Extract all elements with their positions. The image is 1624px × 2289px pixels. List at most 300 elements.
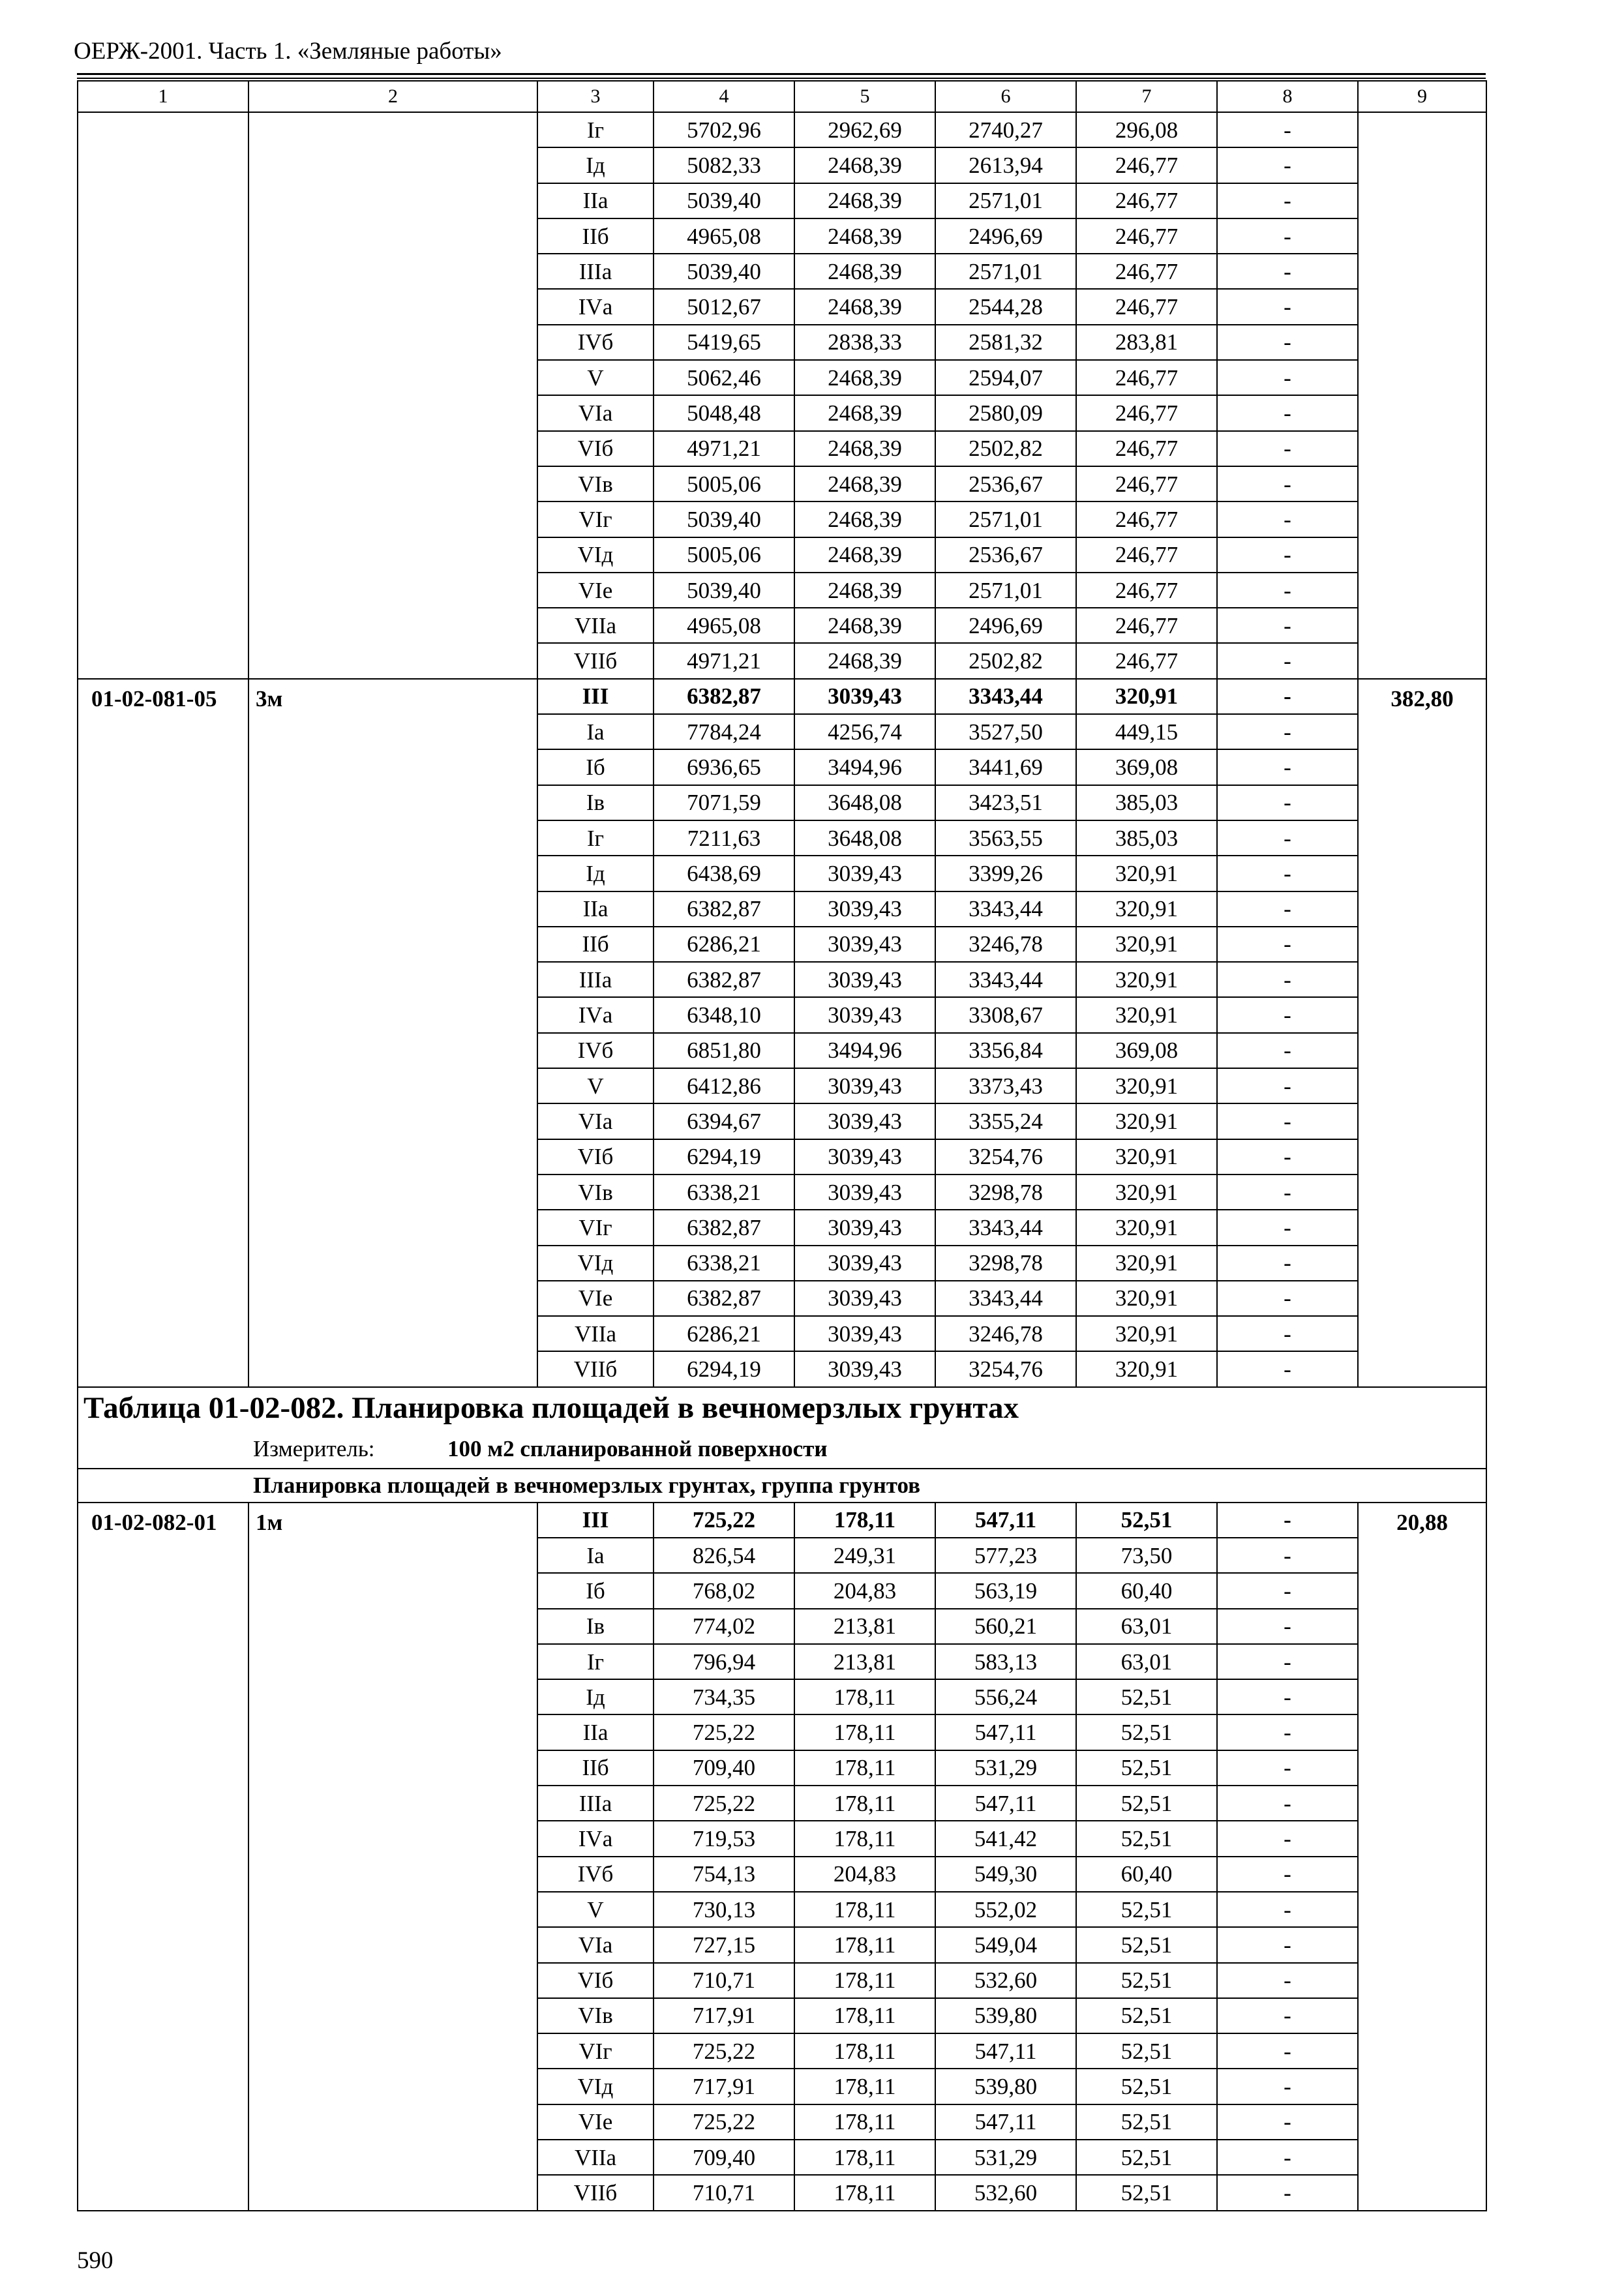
rates-table [77,80,1487,2211]
labor-cost-cell: 2838,33 [794,325,935,360]
operator-wage-cell: 52,51 [1076,1786,1217,1821]
soil-group-cell: Iв [537,785,654,820]
labor-cost-cell: 3039,43 [794,1210,935,1245]
total-cost-cell: 5005,06 [654,537,794,573]
measure-value: 100 м2 спланированной поверхности [447,1435,828,1461]
operator-wage-cell: 52,51 [1076,1998,1217,2033]
labor-cost-cell: 178,11 [794,2104,935,2140]
soil-group-cell: VIIа [537,2140,654,2175]
operator-wage-cell: 246,77 [1076,254,1217,289]
machine-cost-cell: 563,19 [935,1573,1076,1608]
header-rule [77,73,1486,75]
material-cost-cell: - [1217,1963,1358,1998]
soil-group-cell: IIа [537,1714,654,1750]
material-cost-cell: - [1217,1068,1358,1103]
operator-wage-cell: 52,51 [1076,1892,1217,1927]
total-cost-cell: 6338,21 [654,1174,794,1210]
labor-cost-cell: 2468,39 [794,254,935,289]
labor-cost-cell: 178,11 [794,1786,935,1821]
labor-cost-cell: 3039,43 [794,1103,935,1139]
soil-group-cell: VIг [537,501,654,537]
operator-wage-cell: 320,91 [1076,997,1217,1032]
machine-cost-cell: 531,29 [935,1750,1076,1786]
machine-cost-cell: 2536,67 [935,466,1076,501]
page-number: 590 [77,2247,113,2274]
column-number: 7 [1076,81,1217,112]
material-cost-cell: - [1217,643,1358,678]
soil-group-cell: VIг [537,2033,654,2069]
rate-code: 01-02-082-01 [78,1503,248,2211]
labor-cost-cell: 2468,39 [794,573,935,608]
soil-group-cell: VIб [537,431,654,466]
material-cost-cell: - [1217,147,1358,183]
soil-group-cell: VIе [537,573,654,608]
machine-cost-cell: 3254,76 [935,1139,1076,1174]
labor-cost-cell: 178,11 [794,1892,935,1927]
column-number: 4 [654,81,794,112]
operator-wage-cell: 52,51 [1076,1927,1217,1962]
subheading: Планировка площадей в вечномерзлых грунтах, группа грунтов [78,1469,1486,1503]
operator-wage-cell: 73,50 [1076,1538,1217,1573]
labor-cost-cell: 204,83 [794,1573,935,1608]
material-cost-cell: - [1217,1351,1358,1386]
material-cost-cell: - [1217,679,1358,714]
soil-group-cell: Iг [537,820,654,856]
operator-wage-cell: 320,91 [1076,962,1217,997]
total-cost-cell: 6394,67 [654,1103,794,1139]
soil-group-cell: IIIа [537,1786,654,1821]
material-cost-cell: - [1217,1609,1358,1644]
labor-cost-cell: 178,11 [794,1927,935,1962]
operator-wage-cell: 52,51 [1076,2069,1217,2104]
material-cost-cell: - [1217,2175,1358,2210]
labor-cost-cell: 2468,39 [794,501,935,537]
material-cost-cell: - [1217,2104,1358,2140]
labor-cost-cell: 3039,43 [794,1281,935,1316]
total-cost-cell: 6851,80 [654,1033,794,1068]
machine-cost-cell: 2581,32 [935,325,1076,360]
material-cost-cell: - [1217,997,1358,1032]
table-row [78,679,1486,714]
machine-cost-cell: 3298,78 [935,1174,1076,1210]
operator-wage-cell: 246,77 [1076,466,1217,501]
operator-wage-cell: 369,08 [1076,1033,1217,1068]
measure-label: Измеритель: [253,1435,375,1461]
labor-hours [1358,112,1486,679]
soil-group-cell: Iг [537,1644,654,1679]
machine-cost-cell: 3254,76 [935,1351,1076,1386]
operator-wage-cell: 246,77 [1076,218,1217,254]
labor-cost-cell: 3494,96 [794,749,935,785]
material-cost-cell: - [1217,2069,1358,2104]
total-cost-cell: 5012,67 [654,289,794,324]
machine-cost-cell: 2740,27 [935,112,1076,147]
column-number: 2 [248,81,537,112]
column-number: 3 [537,81,654,112]
operator-wage-cell: 320,91 [1076,891,1217,927]
total-cost-cell: 6338,21 [654,1246,794,1281]
total-cost-cell: 826,54 [654,1538,794,1573]
soil-group-cell: Iб [537,749,654,785]
material-cost-cell: - [1217,1033,1358,1068]
soil-group-cell: VIIа [537,1316,654,1351]
material-cost-cell: - [1217,431,1358,466]
soil-group-cell: IVб [537,1033,654,1068]
material-cost-cell: - [1217,1927,1358,1962]
material-cost-cell: - [1217,1786,1358,1821]
total-cost-cell: 774,02 [654,1609,794,1644]
soil-group-cell: IIб [537,1750,654,1786]
material-cost-cell: - [1217,608,1358,643]
total-cost-cell: 5039,40 [654,573,794,608]
column-number: 5 [794,81,935,112]
total-cost-cell: 710,71 [654,2175,794,2210]
soil-group-cell: IVб [537,1857,654,1892]
machine-cost-cell: 2544,28 [935,289,1076,324]
machine-cost-cell: 3343,44 [935,962,1076,997]
operator-wage-cell: 246,77 [1076,289,1217,324]
machine-cost-cell: 583,13 [935,1644,1076,1679]
machine-cost-cell: 531,29 [935,2140,1076,2175]
total-cost-cell: 717,91 [654,2069,794,2104]
operator-wage-cell: 246,77 [1076,537,1217,573]
soil-group-cell: VIд [537,537,654,573]
labor-cost-cell: 178,11 [794,1963,935,1998]
total-cost-cell: 6382,87 [654,1281,794,1316]
labor-cost-cell: 3039,43 [794,1139,935,1174]
material-cost-cell: - [1217,1998,1358,2033]
soil-group-cell: IIIа [537,962,654,997]
material-cost-cell: - [1217,1103,1358,1139]
total-cost-cell: 5082,33 [654,147,794,183]
material-cost-cell: - [1217,183,1358,218]
operator-wage-cell: 320,91 [1076,1174,1217,1210]
page-header: ОЕРЖ-2001. Часть 1. «Земляные работы» [74,38,502,65]
soil-group-cell: VIд [537,2069,654,2104]
total-cost-cell: 709,40 [654,2140,794,2175]
work-name: 1м [248,1503,537,2211]
machine-cost-cell: 2594,07 [935,360,1076,395]
total-cost-cell: 6382,87 [654,679,794,714]
operator-wage-cell: 320,91 [1076,1139,1217,1174]
column-number: 1 [78,81,248,112]
machine-cost-cell: 547,11 [935,1503,1076,1538]
rate-code [78,112,248,679]
operator-wage-cell: 63,01 [1076,1644,1217,1679]
labor-cost-cell: 3039,43 [794,891,935,927]
total-cost-cell: 5048,48 [654,395,794,430]
total-cost-cell: 5005,06 [654,466,794,501]
total-cost-cell: 768,02 [654,1573,794,1608]
machine-cost-cell: 3563,55 [935,820,1076,856]
material-cost-cell: - [1217,1139,1358,1174]
total-cost-cell: 725,22 [654,1786,794,1821]
total-cost-cell: 6438,69 [654,856,794,891]
labor-cost-cell: 2468,39 [794,608,935,643]
labor-cost-cell: 213,81 [794,1644,935,1679]
operator-wage-cell: 246,77 [1076,501,1217,537]
labor-cost-cell: 3039,43 [794,1068,935,1103]
material-cost-cell: - [1217,466,1358,501]
labor-cost-cell: 2468,39 [794,537,935,573]
labor-cost-cell: 178,11 [794,1821,935,1856]
total-cost-cell: 725,22 [654,2104,794,2140]
machine-cost-cell: 549,30 [935,1857,1076,1892]
table-row [78,112,1486,147]
total-cost-cell: 6348,10 [654,997,794,1032]
machine-cost-cell: 2613,94 [935,147,1076,183]
machine-cost-cell: 552,02 [935,1892,1076,1927]
material-cost-cell: - [1217,501,1358,537]
material-cost-cell: - [1217,820,1358,856]
machine-cost-cell: 3441,69 [935,749,1076,785]
labor-cost-cell: 2962,69 [794,112,935,147]
total-cost-cell: 7211,63 [654,820,794,856]
soil-group-cell: Iа [537,714,654,749]
operator-wage-cell: 60,40 [1076,1573,1217,1608]
operator-wage-cell: 52,51 [1076,2175,1217,2210]
labor-cost-cell: 3039,43 [794,1351,935,1386]
soil-group-cell: VIе [537,2104,654,2140]
machine-cost-cell: 539,80 [935,2069,1076,2104]
operator-wage-cell: 296,08 [1076,112,1217,147]
operator-wage-cell: 320,91 [1076,856,1217,891]
total-cost-cell: 6936,65 [654,749,794,785]
machine-cost-cell: 3298,78 [935,1246,1076,1281]
soil-group-cell: VIв [537,1174,654,1210]
operator-wage-cell: 369,08 [1076,749,1217,785]
machine-cost-cell: 2571,01 [935,183,1076,218]
column-number-row [78,81,1486,112]
material-cost-cell: - [1217,1821,1358,1856]
labor-cost-cell: 3039,43 [794,679,935,714]
total-cost-cell: 4971,21 [654,431,794,466]
machine-cost-cell: 3343,44 [935,891,1076,927]
material-cost-cell: - [1217,1246,1358,1281]
operator-wage-cell: 283,81 [1076,325,1217,360]
material-cost-cell: - [1217,1316,1358,1351]
operator-wage-cell: 320,91 [1076,1068,1217,1103]
material-cost-cell: - [1217,289,1358,324]
machine-cost-cell: 547,11 [935,2033,1076,2069]
total-cost-cell: 6412,86 [654,1068,794,1103]
total-cost-cell: 725,22 [654,1714,794,1750]
total-cost-cell: 6382,87 [654,891,794,927]
machine-cost-cell: 547,11 [935,2104,1076,2140]
material-cost-cell: - [1217,395,1358,430]
operator-wage-cell: 52,51 [1076,1679,1217,1714]
material-cost-cell: - [1217,1503,1358,1538]
operator-wage-cell: 60,40 [1076,1857,1217,1892]
machine-cost-cell: 3343,44 [935,679,1076,714]
labor-cost-cell: 204,83 [794,1857,935,1892]
total-cost-cell: 6286,21 [654,1316,794,1351]
labor-cost-cell: 2468,39 [794,431,935,466]
soil-group-cell: VIIб [537,643,654,678]
labor-cost-cell: 2468,39 [794,360,935,395]
total-cost-cell: 710,71 [654,1963,794,1998]
operator-wage-cell: 246,77 [1076,183,1217,218]
operator-wage-cell: 63,01 [1076,1609,1217,1644]
operator-wage-cell: 320,91 [1076,1351,1217,1386]
machine-cost-cell: 532,60 [935,2175,1076,2210]
material-cost-cell: - [1217,891,1358,927]
total-cost-cell: 4971,21 [654,643,794,678]
machine-cost-cell: 539,80 [935,1998,1076,2033]
labor-cost-cell: 3039,43 [794,997,935,1032]
labor-cost-cell: 249,31 [794,1538,935,1573]
soil-group-cell: Iа [537,1538,654,1573]
material-cost-cell: - [1217,927,1358,962]
machine-cost-cell: 547,11 [935,1786,1076,1821]
total-cost-cell: 6382,87 [654,1210,794,1245]
operator-wage-cell: 320,91 [1076,679,1217,714]
machine-cost-cell: 547,11 [935,1714,1076,1750]
machine-cost-cell: 3246,78 [935,927,1076,962]
operator-wage-cell: 449,15 [1076,714,1217,749]
soil-group-cell: VIIа [537,608,654,643]
operator-wage-cell: 246,77 [1076,395,1217,430]
material-cost-cell: - [1217,1174,1358,1210]
soil-group-cell: VIа [537,1927,654,1962]
operator-wage-cell: 246,77 [1076,608,1217,643]
labor-cost-cell: 4256,74 [794,714,935,749]
soil-group-cell: VIд [537,1246,654,1281]
labor-cost-cell: 178,11 [794,1714,935,1750]
operator-wage-cell: 246,77 [1076,573,1217,608]
soil-group-cell: VIе [537,1281,654,1316]
labor-cost-cell: 3039,43 [794,1316,935,1351]
machine-cost-cell: 556,24 [935,1679,1076,1714]
labor-cost-cell: 3648,08 [794,820,935,856]
soil-group-cell: IVа [537,289,654,324]
operator-wage-cell: 52,51 [1076,1714,1217,1750]
operator-wage-cell: 246,77 [1076,643,1217,678]
labor-cost-cell: 2468,39 [794,183,935,218]
material-cost-cell: - [1217,218,1358,254]
material-cost-cell: - [1217,1573,1358,1608]
operator-wage-cell: 52,51 [1076,2033,1217,2069]
labor-cost-cell: 178,11 [794,1750,935,1786]
labor-cost-cell: 2468,39 [794,395,935,430]
material-cost-cell: - [1217,749,1358,785]
total-cost-cell: 6294,19 [654,1139,794,1174]
labor-cost-cell: 3039,43 [794,927,935,962]
column-number: 6 [935,81,1076,112]
machine-cost-cell: 2536,67 [935,537,1076,573]
subheading-row [78,1469,1486,1503]
total-cost-cell: 725,22 [654,1503,794,1538]
material-cost-cell: - [1217,254,1358,289]
material-cost-cell: - [1217,856,1358,891]
soil-group-cell: Iв [537,1609,654,1644]
labor-cost-cell: 178,11 [794,2175,935,2210]
total-cost-cell: 709,40 [654,1750,794,1786]
labor-hours: 20,88 [1358,1503,1486,2211]
material-cost-cell: - [1217,2140,1358,2175]
labor-cost-cell: 3494,96 [794,1033,935,1068]
material-cost-cell: - [1217,962,1358,997]
total-cost-cell: 6286,21 [654,927,794,962]
total-cost-cell: 4965,08 [654,218,794,254]
total-cost-cell: 6294,19 [654,1351,794,1386]
operator-wage-cell: 320,91 [1076,1316,1217,1351]
soil-group-cell: VIв [537,1998,654,2033]
column-number: 8 [1217,81,1358,112]
operator-wage-cell: 385,03 [1076,785,1217,820]
machine-cost-cell: 3343,44 [935,1210,1076,1245]
total-cost-cell: 754,13 [654,1857,794,1892]
total-cost-cell: 4965,08 [654,608,794,643]
labor-cost-cell: 3039,43 [794,1174,935,1210]
labor-cost-cell: 3039,43 [794,856,935,891]
material-cost-cell: - [1217,360,1358,395]
labor-cost-cell: 178,11 [794,2069,935,2104]
machine-cost-cell: 2502,82 [935,431,1076,466]
material-cost-cell: - [1217,1644,1358,1679]
machine-cost-cell: 2502,82 [935,643,1076,678]
table-row [78,1503,1486,1538]
labor-cost-cell: 178,11 [794,2140,935,2175]
labor-cost-cell: 3039,43 [794,962,935,997]
total-cost-cell: 717,91 [654,1998,794,2033]
operator-wage-cell: 385,03 [1076,820,1217,856]
material-cost-cell: - [1217,785,1358,820]
machine-cost-cell: 3356,84 [935,1033,1076,1068]
soil-group-cell: Iд [537,147,654,183]
operator-wage-cell: 52,51 [1076,1821,1217,1856]
total-cost-cell: 7071,59 [654,785,794,820]
soil-group-cell: VIб [537,1963,654,1998]
total-cost-cell: 719,53 [654,1821,794,1856]
soil-group-cell: IVа [537,1821,654,1856]
operator-wage-cell: 246,77 [1076,431,1217,466]
material-cost-cell: - [1217,2033,1358,2069]
soil-group-cell: IIа [537,183,654,218]
total-cost-cell: 5039,40 [654,254,794,289]
operator-wage-cell: 246,77 [1076,147,1217,183]
soil-group-cell: VIг [537,1210,654,1245]
labor-cost-cell: 3039,43 [794,1246,935,1281]
labor-cost-cell: 2468,39 [794,466,935,501]
work-name [248,112,537,679]
soil-group-cell: VIIб [537,1351,654,1386]
machine-cost-cell: 3423,51 [935,785,1076,820]
work-name: 3м [248,679,537,1387]
material-cost-cell: - [1217,325,1358,360]
labor-hours: 382,80 [1358,679,1486,1387]
labor-cost-cell: 2468,39 [794,643,935,678]
machine-cost-cell: 549,04 [935,1927,1076,1962]
material-cost-cell: - [1217,714,1358,749]
operator-wage-cell: 320,91 [1076,1210,1217,1245]
material-cost-cell: - [1217,1714,1358,1750]
total-cost-cell: 5062,46 [654,360,794,395]
table-heading-row [78,1387,1486,1469]
total-cost-cell: 6382,87 [654,962,794,997]
machine-cost-cell: 3527,50 [935,714,1076,749]
material-cost-cell: - [1217,112,1358,147]
operator-wage-cell: 52,51 [1076,2104,1217,2140]
labor-cost-cell: 2468,39 [794,289,935,324]
material-cost-cell: - [1217,1281,1358,1316]
machine-cost-cell: 2496,69 [935,608,1076,643]
operator-wage-cell: 52,51 [1076,2140,1217,2175]
header-rule-secondary [77,78,1486,79]
operator-wage-cell: 246,77 [1076,360,1217,395]
machine-cost-cell: 3308,67 [935,997,1076,1032]
total-cost-cell: 796,94 [654,1644,794,1679]
